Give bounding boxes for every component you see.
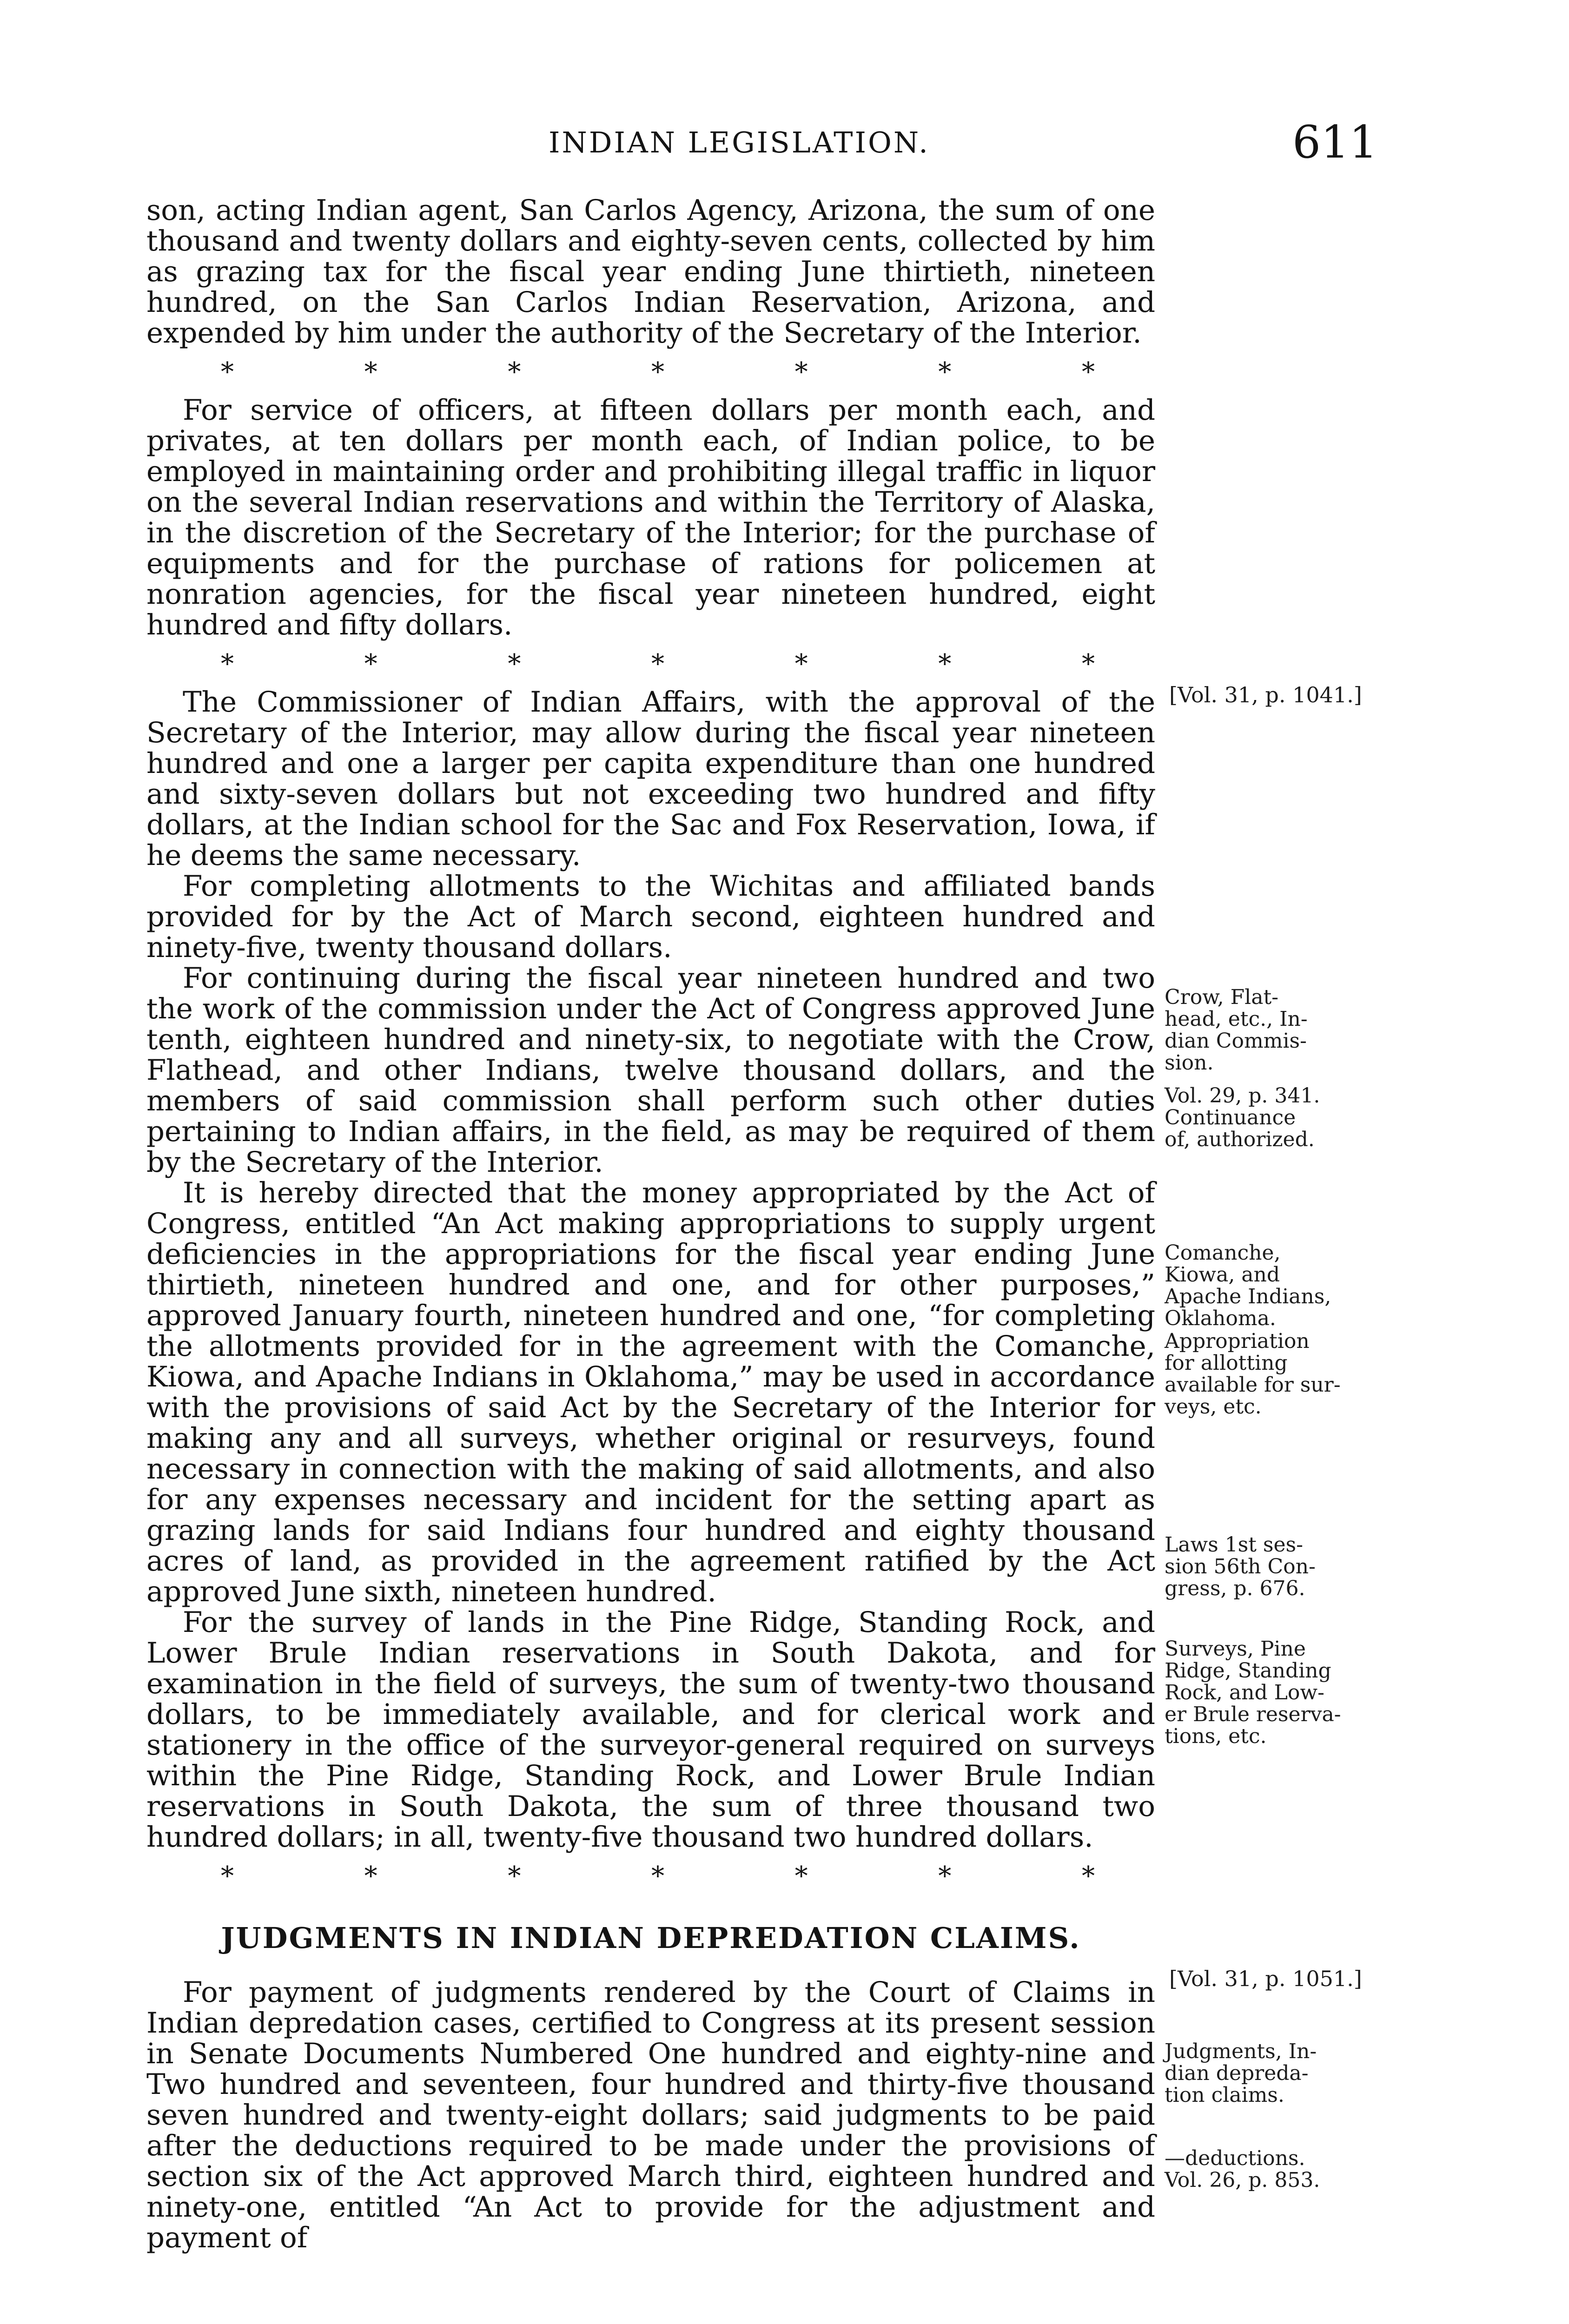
- margin-note-crow: Crow, Flat- head, etc., In- dian Commis- sion.: [1165, 985, 1308, 1075]
- asterisk-separator: [146, 1853, 1155, 1899]
- separator-star: *: [651, 357, 664, 387]
- margin-note-laws: Laws 1st ses- sion 56th Con- gress, p. 676.: [1165, 1533, 1316, 1600]
- separator-star: *: [508, 1861, 521, 1891]
- separator-star: *: [364, 1861, 377, 1891]
- separator-star: *: [938, 1861, 952, 1891]
- separator-star: *: [508, 649, 521, 679]
- paragraph-indian-police: For service of officers, at fifteen dollars per month each, and privates, at ten dollars per month each, of Indian police, to be employed in maintaining order and prohibiting illegal traffic in liquor on the several Indian reservations and within the Territory of Alaska, in the discretion of the Secretary of the Interior; for the purchase of equipments and for the purchase of rations for policemen at nonration agencies, for the fiscal year nineteen hundred, eight hundred and fifty dollars.: [146, 394, 1155, 641]
- paragraph-crow-commission: For continuing during the fiscal year nineteen hundred and two the work of the commission under the Act of Congress approved June tenth, eighteen hundred and ninety-six, to negotiate with the Crow, Flathead, and other Indians, twelve thousand dollars, and the members of said commission shall perform such other duties pertaining to Indian affairs, in the field, as may be required of them by the Secretary of the Interior.: [146, 962, 1155, 1179]
- separator-star: *: [1081, 649, 1095, 679]
- page-number: 611: [1292, 116, 1378, 168]
- separator-star: *: [221, 649, 234, 679]
- paragraph-san-carlos: son, acting Indian agent, San Carlos Agency, Arizona, the sum of one thousand and twenty dollars and eighty-seven cents, collected by him as grazing tax for the fiscal year ending June thirtieth, nineteen hundred, on the San Carlos Indian Reservation, Arizona, and expended by him under the authority of the Secretary of the Interior.: [146, 194, 1155, 350]
- separator-star: *: [364, 357, 377, 387]
- separator-star: *: [794, 1861, 808, 1891]
- margin-vol-1041: [Vol. 31, p. 1041.]: [1169, 682, 1362, 707]
- paragraph-pine-ridge-survey: For the survey of lands in the Pine Ridge, Standing Rock, and Lower Brule Indian reservations in South Dakota, and for examination in the field of surveys, the sum of twenty-two thousand dollars, to be immediately available, and for clerical work and stationery in the office of the surveyor-general required on surveys within the Pine Ridge, Standing Rock, and Lower Brule Indian reservations in South Dakota, the sum of three thousand two hundred dollars; in all, twenty-five thousand two hundred dollars.: [146, 1606, 1155, 1854]
- running-head: INDIAN LEGISLATION.: [549, 125, 930, 159]
- separator-star: *: [364, 649, 377, 679]
- section-heading: JUDGMENTS IN INDIAN DEPREDATION CLAIMS.: [221, 1921, 1081, 1955]
- margin-note-continuance: Vol. 29, p. 341. Continuance of, authorized.: [1165, 1084, 1320, 1151]
- asterisk-separator: [146, 640, 1155, 687]
- margin-vol-1051: [Vol. 31, p. 1051.]: [1169, 1966, 1362, 1991]
- separator-star: *: [1081, 357, 1095, 387]
- separator-star: *: [221, 357, 234, 387]
- separator-star: *: [651, 1861, 664, 1891]
- separator-star: *: [794, 357, 808, 387]
- margin-note-comanche: Comanche, Kiowa, and Apache Indians, Oklahoma.: [1165, 1241, 1331, 1330]
- asterisk-separator: [146, 349, 1155, 395]
- paragraph-wichita-allotments: For completing allotments to the Wichitas and affiliated bands provided for by the Act of March second, eighteen hundred and ninety-five, twenty thousand dollars.: [146, 870, 1155, 964]
- separator-star: *: [794, 649, 808, 679]
- paragraph-judgments: For payment of judgments rendered by the Court of Claims in Indian depredation cases, certified to Congress at its present session in Senate Documents Numbered One hundred and eighty-nine and Two hundred and seventeen, four hundred and thirty-five thousand seven hundred and twenty-eight dollars; said judgments to be paid after the deductions required to be made under the provisions of section six of the Act approved March third, eighteen hundred and ninety-one, entitled “An Act to provide for the adjustment and payment of: [146, 1976, 1155, 2254]
- separator-star: *: [508, 357, 521, 387]
- separator-star: *: [938, 649, 952, 679]
- margin-note-appropriation: Appropriation for allotting available for sur- veys, etc.: [1165, 1329, 1341, 1419]
- margin-note-deductions: —deductions. Vol. 26, p. 853.: [1165, 2146, 1320, 2192]
- margin-note-judgments: Judgments, In- dian depreda- tion claims.: [1165, 2040, 1317, 2107]
- margin-note-surveys: Surveys, Pine Ridge, Standing Rock, and Low- er Brule reserva- tions, etc.: [1165, 1637, 1341, 1748]
- separator-star: *: [938, 357, 952, 387]
- separator-star: *: [651, 649, 664, 679]
- paragraph-sac-fox-school: The Commissioner of Indian Affairs, with the approval of the Secretary of the Interior, may allow during the fiscal year nineteen hundred and one a larger per capita expenditure than one hundred and sixty-seven dollars but not exceeding two hundred and fifty dollars, at the Indian school for the Sac and Fox Reservation, Iowa, if he deems the same necessary.: [146, 686, 1155, 872]
- separator-star: *: [221, 1861, 234, 1891]
- separator-star: *: [1081, 1861, 1095, 1891]
- paragraph-comanche-surveys: It is hereby directed that the money appropriated by the Act of Congress, entitled “An Act making appropriations to supply urgent deficiencies in the appropriations for the fiscal year ending June thirtieth, nineteen hundred and one, and for other purposes,” approved January fourth, nineteen hundred and one, “for completing the allotments provided for in the agreement with the Comanche, Kiowa, and Apache Indians in Oklahoma,” may be used in accordance with the provisions of said Act by the Secretary of the Interior for making any and all surveys, whether original or resurveys, found necessary in connection with the making of said allotments, and also for any expenses necessary and incident for the setting apart as grazing lands for said Indians four hundred and eighty thousand acres of land, as provided in the agreement ratified by the Act approved June sixth, nineteen hundred.: [146, 1176, 1155, 1608]
- main-text: [146, 195, 1155, 2253]
